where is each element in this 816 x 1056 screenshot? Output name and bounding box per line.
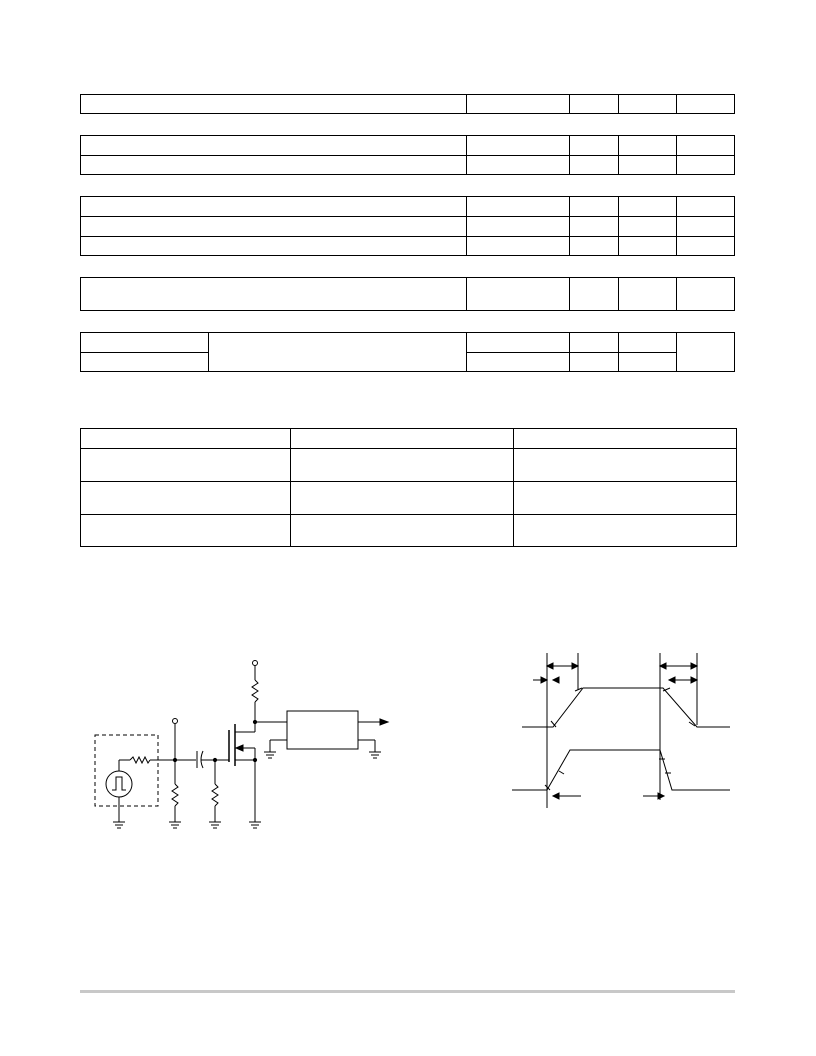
footer-rule [80, 990, 735, 993]
output-waveform [522, 688, 730, 727]
input-waveform [512, 750, 730, 790]
timing-arrows [533, 663, 697, 799]
